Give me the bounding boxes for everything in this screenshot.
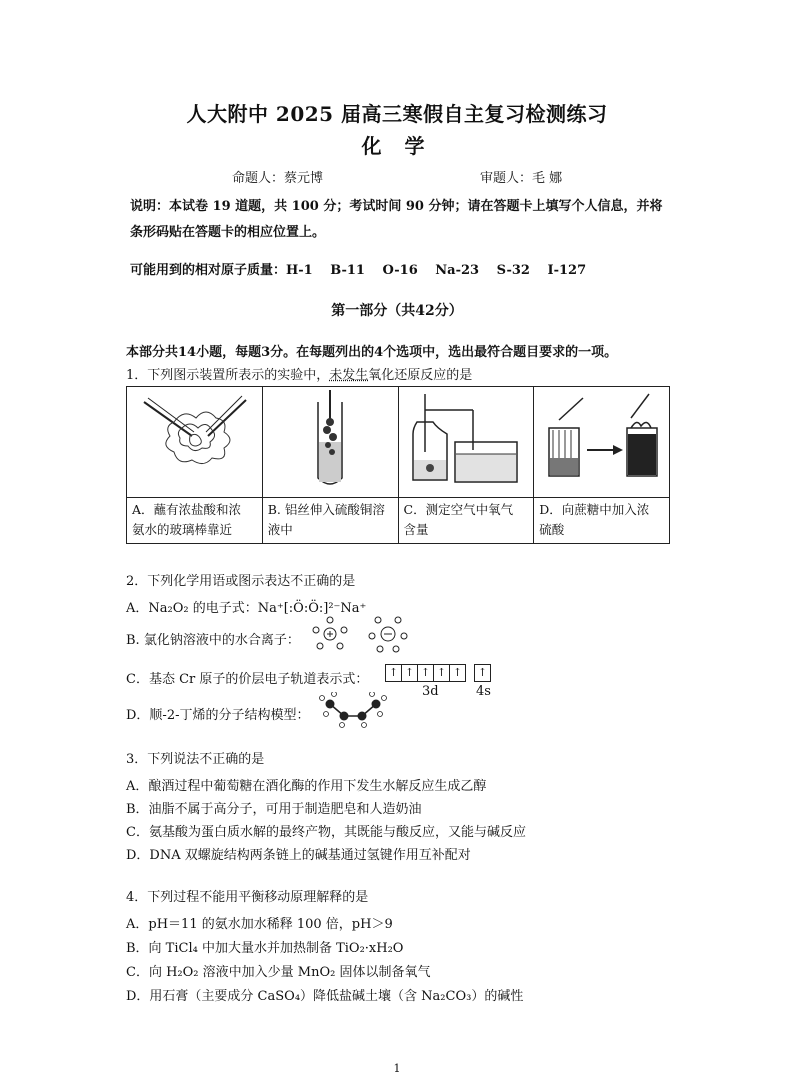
q4-option-c: C．向 H₂O₂ 溶液中加入少量 MnO₂ 固体以制备氧气 [126, 965, 431, 980]
question-setter: 命题人：蔡元博 [232, 171, 324, 186]
hydrated-ions-diagram [308, 614, 414, 654]
orbital-box: ↑ [401, 664, 418, 682]
cr-orbital-diagram [386, 664, 491, 682]
q4-option-a: A．pH＝11 的氨水加水稀释 100 倍，pH＞9 [126, 917, 393, 932]
page-number: 1 [393, 1062, 401, 1075]
orbital-box: ↑ [385, 664, 402, 682]
exam-title: 人大附中 2025 届高三寒假自主复习检测练习 [186, 102, 608, 126]
q1-figure-c [398, 387, 534, 498]
part1-instructions: 本部分共14小题，每题3分。在每题列出的4个选项中，选出最符合题目要求的一项。 [126, 345, 618, 360]
q3-option-d: D．DNA 双螺旋结构两条链上的碱基通过氢键作用互补配对 [126, 848, 471, 863]
q2-option-c: C．基态 Cr 原子的价层电子轨道表示式： [126, 672, 369, 687]
cis-2-butene-model [318, 692, 388, 728]
q1-option-c: C．测定空气中氧气 含量 [398, 498, 534, 544]
q3-stem: 3．下列说法不正确的是 [126, 752, 265, 767]
q1-figure-table [126, 386, 670, 544]
q1-option-d: D．向蔗糖中加入浓 硫酸 [534, 498, 670, 544]
q4-option-d: D．用石膏（主要成分 CaSO₄）降低盐碱土壤（含 Na₂CO₃）的碱性 [126, 989, 524, 1004]
q3-option-a: A．酿酒过程中葡萄糖在酒化酶的作用下发生水解反应生成乙醇 [126, 779, 487, 794]
q3-option-b: B．油脂不属于高分子，可用于制造肥皂和人造奶油 [126, 802, 422, 817]
q2-option-a: A．Na₂O₂ 的电子式：Na⁺[:Ö:Ö:]²⁻Na⁺ [126, 601, 367, 616]
q1-figure-a [127, 387, 263, 498]
subject-title: 化 学 [361, 134, 433, 158]
q1-stem: 1．下列图示装置所表示的实验中，未发生氧化还原反应的是 [126, 368, 473, 383]
q1-option-b: B. 铝丝伸入硫酸铜溶 液中 [262, 498, 398, 544]
orbital-box: ↑ [417, 664, 434, 682]
reviewer: 审题人：毛 娜 [480, 171, 563, 186]
q3-option-c: C．氨基酸为蛋白质水解的最终产物，其既能与酸反应，又能与碱反应 [126, 825, 526, 840]
orbital-box: ↑ [433, 664, 450, 682]
orbital-box: ↑ [474, 664, 491, 682]
atomic-masses: 可能用到的相对原子质量：H-1 B-11 O-16 Na-23 S-32 I-127 [130, 263, 587, 278]
instructions-line2: 条形码贴在答题卡的相应位置上。 [130, 225, 326, 240]
q1-figure-d [534, 387, 670, 498]
label-4s: 4s [476, 684, 491, 699]
q1-emphasis: 未发生 [329, 368, 369, 383]
label-3d: 3d [422, 684, 439, 699]
instructions-line1: 说明：本试卷 19 道题，共 100 分；考试时间 90 分钟；请在答题卡上填写个人信息，并将 [130, 199, 663, 214]
part1-heading: 第一部分（共42分） [331, 303, 463, 319]
q1-figure-b [262, 387, 398, 498]
q2-stem: 2．下列化学用语或图示表达不正确的是 [126, 574, 356, 589]
q2-option-d: D．顺-2-丁烯的分子结构模型： [126, 708, 310, 723]
q4-option-b: B．向 TiCl₄ 中加大量水并加热制备 TiO₂·xH₂O [126, 941, 404, 956]
q1-option-a: A．蘸有浓盐酸和浓 氨水的玻璃棒靠近 [127, 498, 263, 544]
q2-option-b: B. 氯化钠溶液中的水合离子： [126, 633, 300, 648]
orbital-box: ↑ [449, 664, 466, 682]
q4-stem: 4．下列过程不能用平衡移动原理解释的是 [126, 890, 369, 905]
